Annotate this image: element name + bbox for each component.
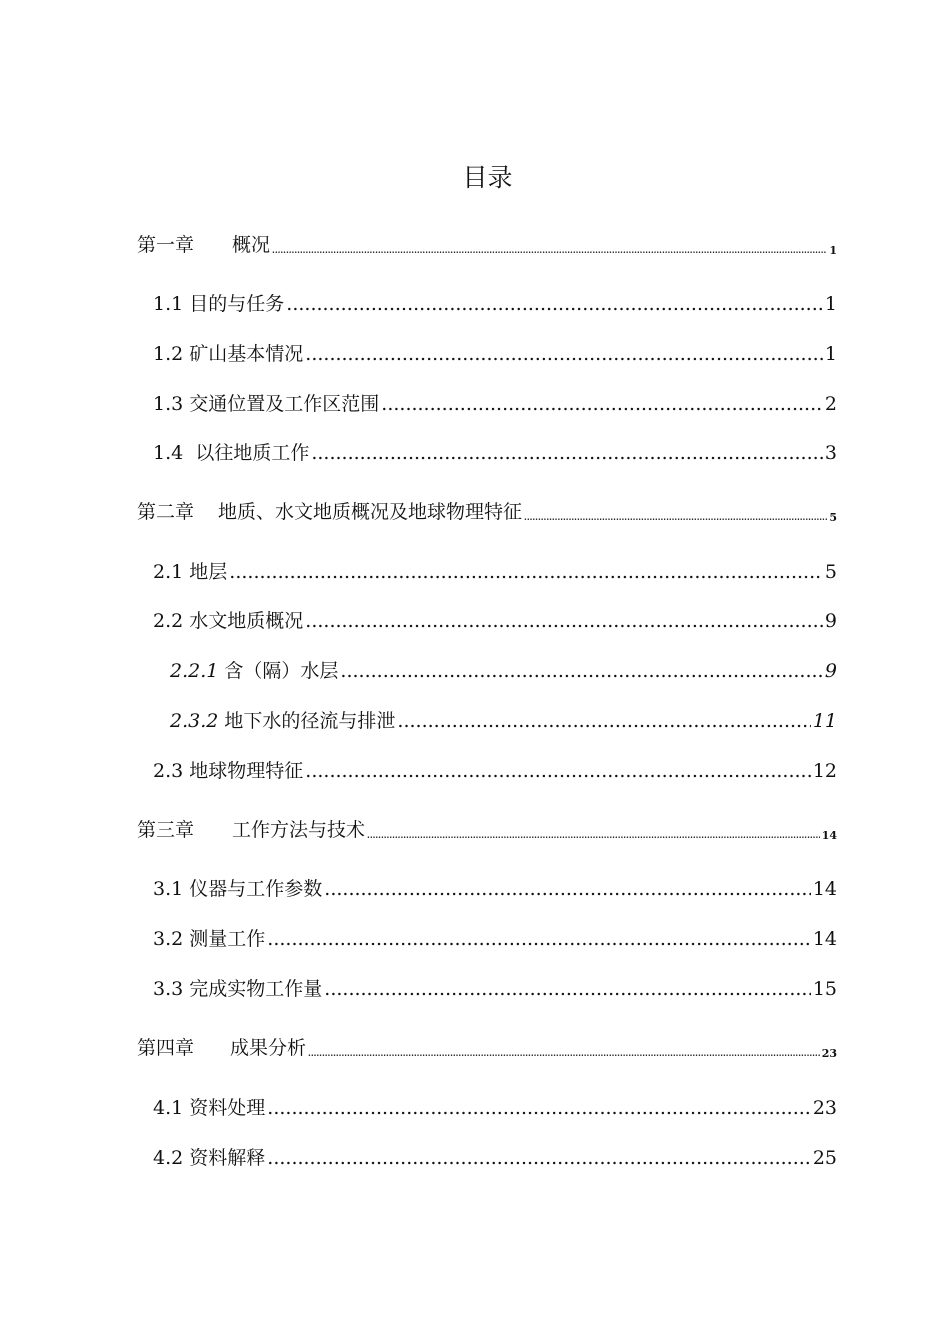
section-number: 2.3.2 [170,710,219,732]
toc-entry-3-2[interactable] [153,921,837,951]
section-number: 1.1 [153,293,184,315]
dot-leader [267,1096,811,1120]
toc-title: 目录 [462,163,513,192]
page-number: 15 [812,978,837,1000]
page-number: 11 [812,710,837,732]
section-title: 资料解释 [189,1147,266,1169]
section-title: 含（隔）水层 [224,660,339,682]
section-title: 目的与任务 [189,293,285,315]
page-number: 9 [824,660,837,682]
page-number: 2 [824,393,837,415]
dot-leader [305,342,823,366]
page-number: 1 [824,343,837,365]
chapter-label: 第四章 [137,1037,195,1059]
section-number: 3.1 [153,878,184,900]
dot-leader [305,609,823,633]
dot-leader [324,977,811,1001]
dot-leader [367,830,820,840]
toc-entry-2-3[interactable] [153,753,837,783]
section-title: 完成实物工作量 [189,978,323,1000]
toc-entry-3-1[interactable] [153,871,837,901]
page-number: 23 [821,1047,837,1060]
page-number: 5 [824,561,837,583]
section-title: 测量工作 [189,928,266,950]
chapter-title: 概况 [232,234,271,256]
dot-leader [311,441,823,465]
toc-entry-4-1[interactable] [153,1090,837,1120]
page-number: 1 [824,293,837,315]
toc-entry-3-3[interactable] [153,971,837,1001]
section-title: 矿山基本情况 [189,343,304,365]
dot-leader [305,759,811,783]
page-number: 14 [821,829,837,842]
section-number: 2.1 [153,561,184,583]
toc-entry-2-2-1[interactable] [170,653,837,683]
toc-entry-1-2[interactable] [153,336,837,366]
section-number: 2.3 [153,760,184,782]
chapter-label: 第三章 [137,819,195,841]
toc-entry-4-2[interactable] [153,1140,837,1170]
chapter-title: 地质、水文地质概况及地球物理特征 [218,501,523,523]
section-number: 2.2 [153,610,184,632]
page-number: 9 [824,610,837,632]
chapter-label: 第二章 [137,501,195,523]
section-title: 资料处理 [189,1097,266,1119]
section-number: 1.4 [153,442,184,464]
chapter-title: 成果分析 [230,1037,307,1059]
section-title: 仪器与工作参数 [189,878,323,900]
dot-leader [524,512,827,522]
toc-entry-chapter-2[interactable] [137,494,837,524]
toc-entry-1-4[interactable] [153,435,837,465]
toc-entry-2-2[interactable] [153,603,837,633]
toc-entry-chapter-3[interactable] [137,812,837,842]
toc-entry-2-1[interactable] [153,554,837,584]
section-title: 地层 [189,561,228,583]
dot-leader [324,877,811,901]
page-number: 12 [812,760,837,782]
chapter-label: 第一章 [137,234,195,256]
page-number: 1 [829,244,837,257]
section-number: 1.2 [153,343,184,365]
toc-entry-1-3[interactable] [153,386,837,416]
section-number: 3.3 [153,978,184,1000]
toc-entry-chapter-4[interactable] [137,1030,837,1060]
section-number: 1.3 [153,393,184,415]
toc-entry-chapter-1[interactable] [137,227,837,257]
section-number: 4.1 [153,1097,184,1119]
page-number: 14 [812,928,837,950]
section-title: 交通位置及工作区范围 [189,393,380,415]
section-title: 地球物理特征 [189,760,304,782]
dot-leader [381,392,823,416]
section-title: 地下水的径流与排泄 [224,710,396,732]
dot-leader [340,659,822,683]
chapter-title: 工作方法与技术 [232,819,366,841]
dot-leader [229,560,823,584]
page-number: 3 [824,442,837,464]
section-title: 以往地质工作 [195,442,310,464]
dot-leader [272,245,827,255]
section-number: 3.2 [153,928,184,950]
page-number: 23 [812,1097,837,1119]
dot-leader [286,292,823,316]
section-title: 水文地质概况 [189,610,304,632]
page-number: 25 [812,1147,837,1169]
dot-leader [308,1048,820,1058]
toc-entry-2-3-2[interactable] [170,703,837,733]
dot-leader [267,927,811,951]
page-number: 5 [829,511,837,524]
page-number: 14 [812,878,837,900]
dot-leader [397,709,810,733]
section-number: 2.2.1 [170,660,219,682]
section-number: 4.2 [153,1147,184,1169]
toc-entry-1-1[interactable] [153,286,837,316]
dot-leader [267,1146,811,1170]
